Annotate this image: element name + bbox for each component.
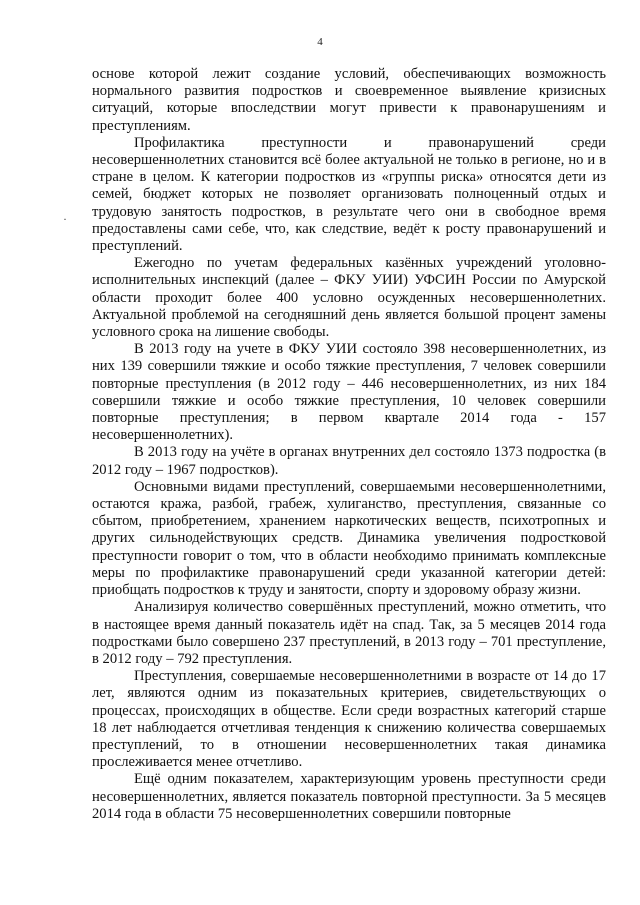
paragraph-continuation: основе которой лежит создание условий, обеспечивающих возможность нормального развития подростков и своевременное выявление кризисных ситуаций, которые впоследствии могут привести к правонарушениям и преступлениям.	[92, 66, 606, 134]
paragraph-annual-records: Ежегодно по учетам федеральных казённых учреждений уголовно-исполнительных инспекций (далее – ФКУ УИИ) УФСИН России по Амурской области проходит более 400 условно осужденных несовершеннолетних. Актуальной проблемой на сегодняшний день является большой процент замены условного срока на лишение свободы.	[92, 255, 606, 341]
page-number: 4	[317, 36, 323, 48]
margin-mark: ·	[63, 212, 67, 226]
paragraph-2013-fku-uii: В 2013 году на учете в ФКУ УИИ состояло 398 несовершеннолетних, из них 139 совершили тяжкие и особо тяжкие преступления, 7 человек совершили повторные преступления (в 2012 году – 446 несовершеннолетних, из них 184 совершили тяжкие и особо тяжкие преступления, 10 человек совершили повторные преступления; в первом квартале 2014 года - 157 несовершеннолетних).	[92, 341, 606, 444]
paragraph-age-criteria: Преступления, совершаемые несовершеннолетними в возрасте от 14 до 17 лет, являются одним из показательных критериев, свидетельствующих о процессах, происходящих в обществе. Если среди возрастных категорий старше 18 лет наблюдается отчетливая тенденция к снижению количества совершаемых преступлений, то в отношении несовершеннолетних такая динамика прослеживается менее отчетливо.	[92, 668, 606, 771]
body-text	[92, 66, 606, 823]
paragraph-prevention: Профилактика преступности и правонарушений среди несовершеннолетних становится всё более актуальной не только в регионе, но и в стране в целом. К категории подростков из «группы риска» относятся дети из семей, бюджет которых не позволяет организовать полноценный отдых и трудовую занятость подростков, в результате чего они в свободное время предоставлены сами себе, что, как следствие, ведёт к росту правонарушений и преступлений.	[92, 134, 606, 255]
paragraph-crime-types: Основными видами преступлений, совершаемыми несовершеннолетними, остаются кража, разбой, грабеж, хулиганство, преступления, связанные со сбытом, приобретением, хранением наркотических веществ, психотропных и других сильнодействующих средств. Динамика увеличения подростковой преступности говорит о том, что в области необходимо принимать комплексные меры по профилактике правонарушений среди указанной категории детей: приобщать подростков к труду и занятости, спорту и здоровому образу жизни.	[92, 478, 606, 599]
paragraph-crime-decline: Анализируя количество совершённых преступлений, можно отметить, что в настоящее время данный показатель идёт на спад. Так, за 5 месяцев 2014 года подростками было совершено 237 преступлений, в 2013 году – 701 преступление, в 2012 году – 792 преступления.	[92, 599, 606, 667]
paragraph-2013-internal-affairs: В 2013 году на учёте в органах внутренних дел состояло 1373 подростка (в 2012 году – 1967 подростков).	[92, 444, 606, 478]
paragraph-repeat-crime: Ещё одним показателем, характеризующим уровень преступности среди несовершеннолетних, является показатель повторной преступности. За 5 месяцев 2014 года в области 75 несовершеннолетних совершили повторные	[92, 771, 606, 822]
